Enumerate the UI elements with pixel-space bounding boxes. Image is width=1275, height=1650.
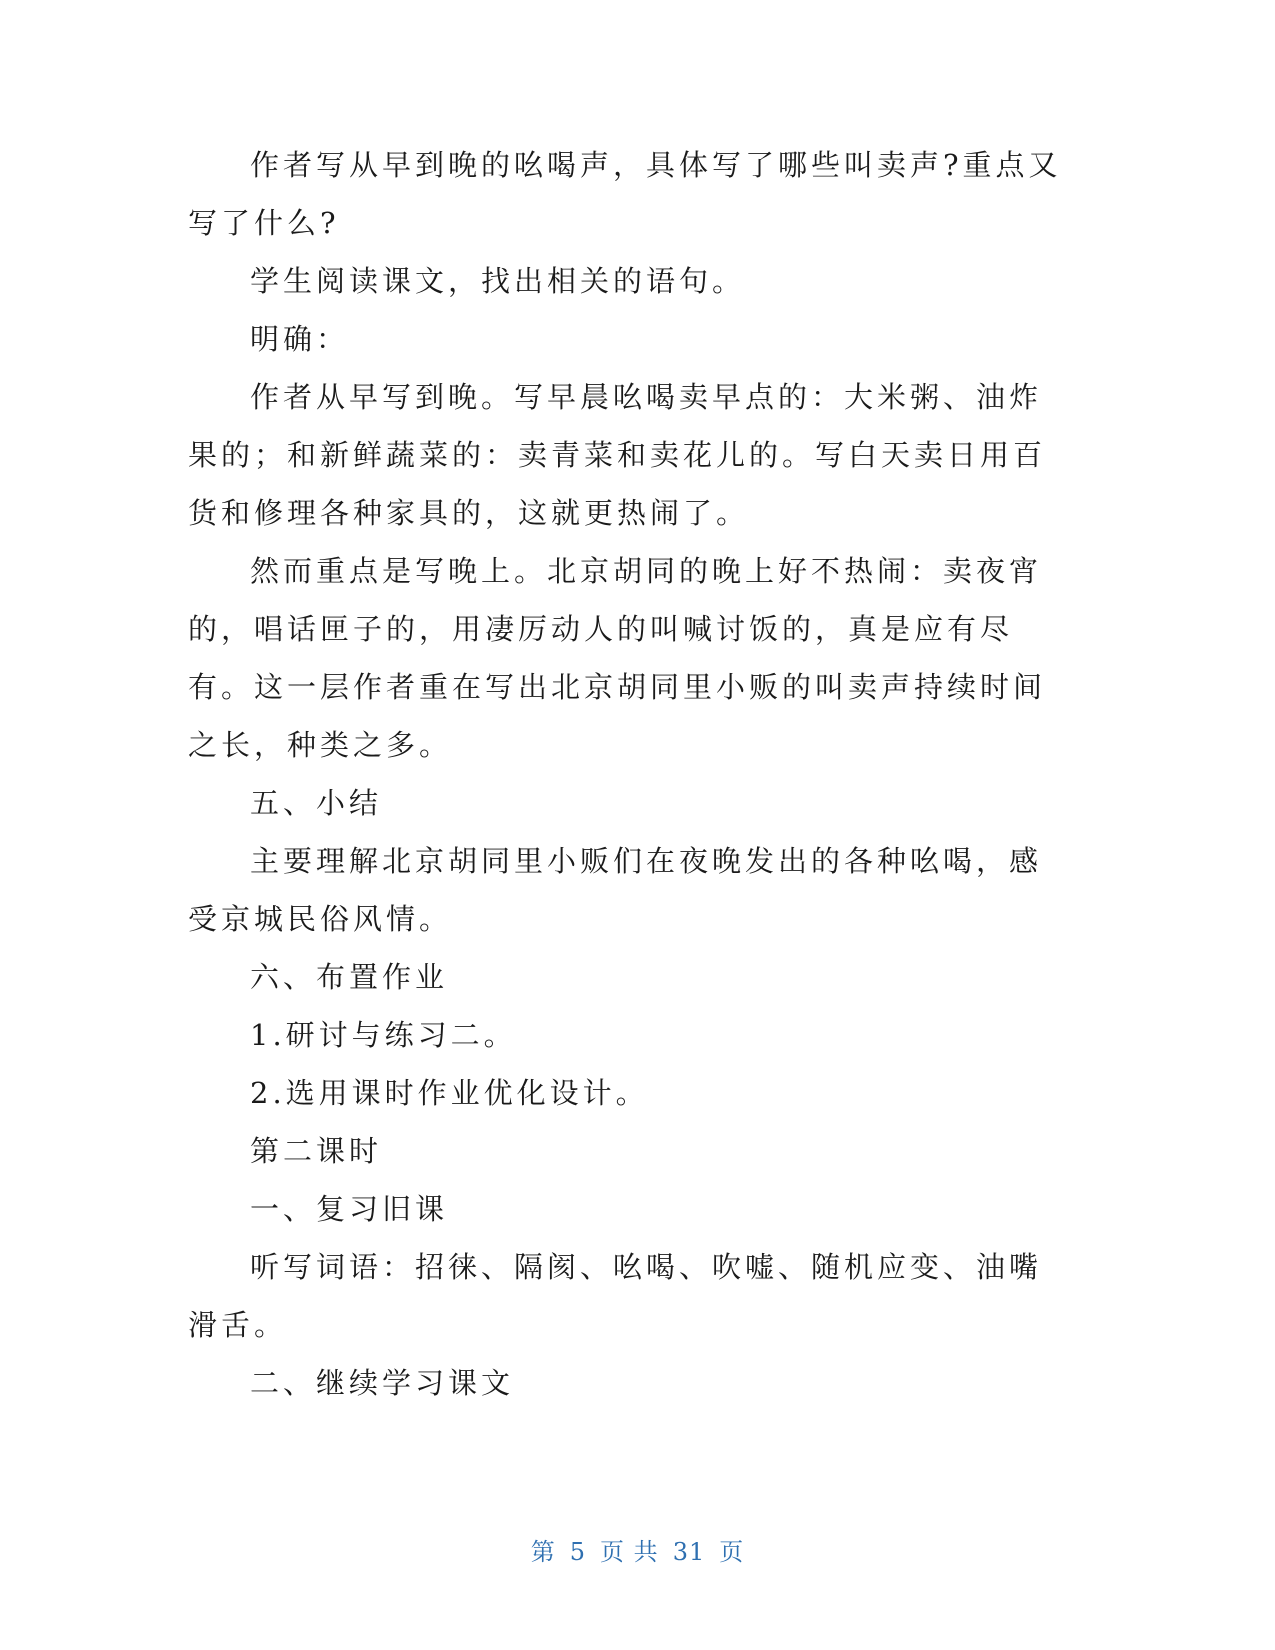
heading-continue-study: 二、继续学习课文 (250, 1366, 515, 1400)
paragraph-instruction: 学生阅读课文，找出相关的语句。 (250, 264, 746, 298)
footer-label-page: 第 (530, 1538, 556, 1566)
heading-second-lesson: 第二课时 (250, 1134, 383, 1168)
paragraph-clarify-label: 明确： (250, 322, 350, 356)
homework-item-1: 1.研讨与练习二。 (250, 1018, 517, 1052)
paragraph-morning-day: 作者从早写到晚。写早晨吆喝卖早点的：大米粥、油炸果的；和新鲜蔬菜的：卖青菜和卖花儿的。写白天卖日用百货和修理各种家具的，这就更热闹了。 (188, 380, 1047, 530)
page-footer (0, 1532, 1275, 1567)
paragraph-summary: 主要理解北京胡同里小贩们在夜晚发出的各种吆喝，感受京城民俗风情。 (188, 844, 1043, 936)
footer-label-end: 页 (719, 1538, 745, 1566)
paragraph-evening: 然而重点是写晚上。北京胡同的晚上好不热闹：卖夜宵的，唱话匣子的，用凄厉动人的叫喊讨饭的，真是应有尽有。这一层作者重在写出北京胡同里小贩的叫卖声持续时间之长，种类之多。 (188, 554, 1047, 762)
heading-homework: 六、布置作业 (250, 960, 449, 994)
footer-current-page: 5 (569, 1538, 587, 1566)
heading-summary: 五、小结 (250, 786, 383, 820)
footer-label-of: 页 共 (600, 1538, 659, 1566)
heading-review: 一、复习旧课 (250, 1192, 449, 1226)
paragraph-dictation: 听写词语：招徕、隔阂、吆喝、吹嘘、随机应变、油嘴滑舌。 (188, 1250, 1043, 1342)
footer-total-pages: 31 (672, 1538, 706, 1566)
paragraph-question: 作者写从早到晚的吆喝声，具体写了哪些叫卖声?重点又写了什么? (188, 148, 1062, 240)
homework-item-2: 2.选用课时作业优化设计。 (250, 1076, 649, 1110)
